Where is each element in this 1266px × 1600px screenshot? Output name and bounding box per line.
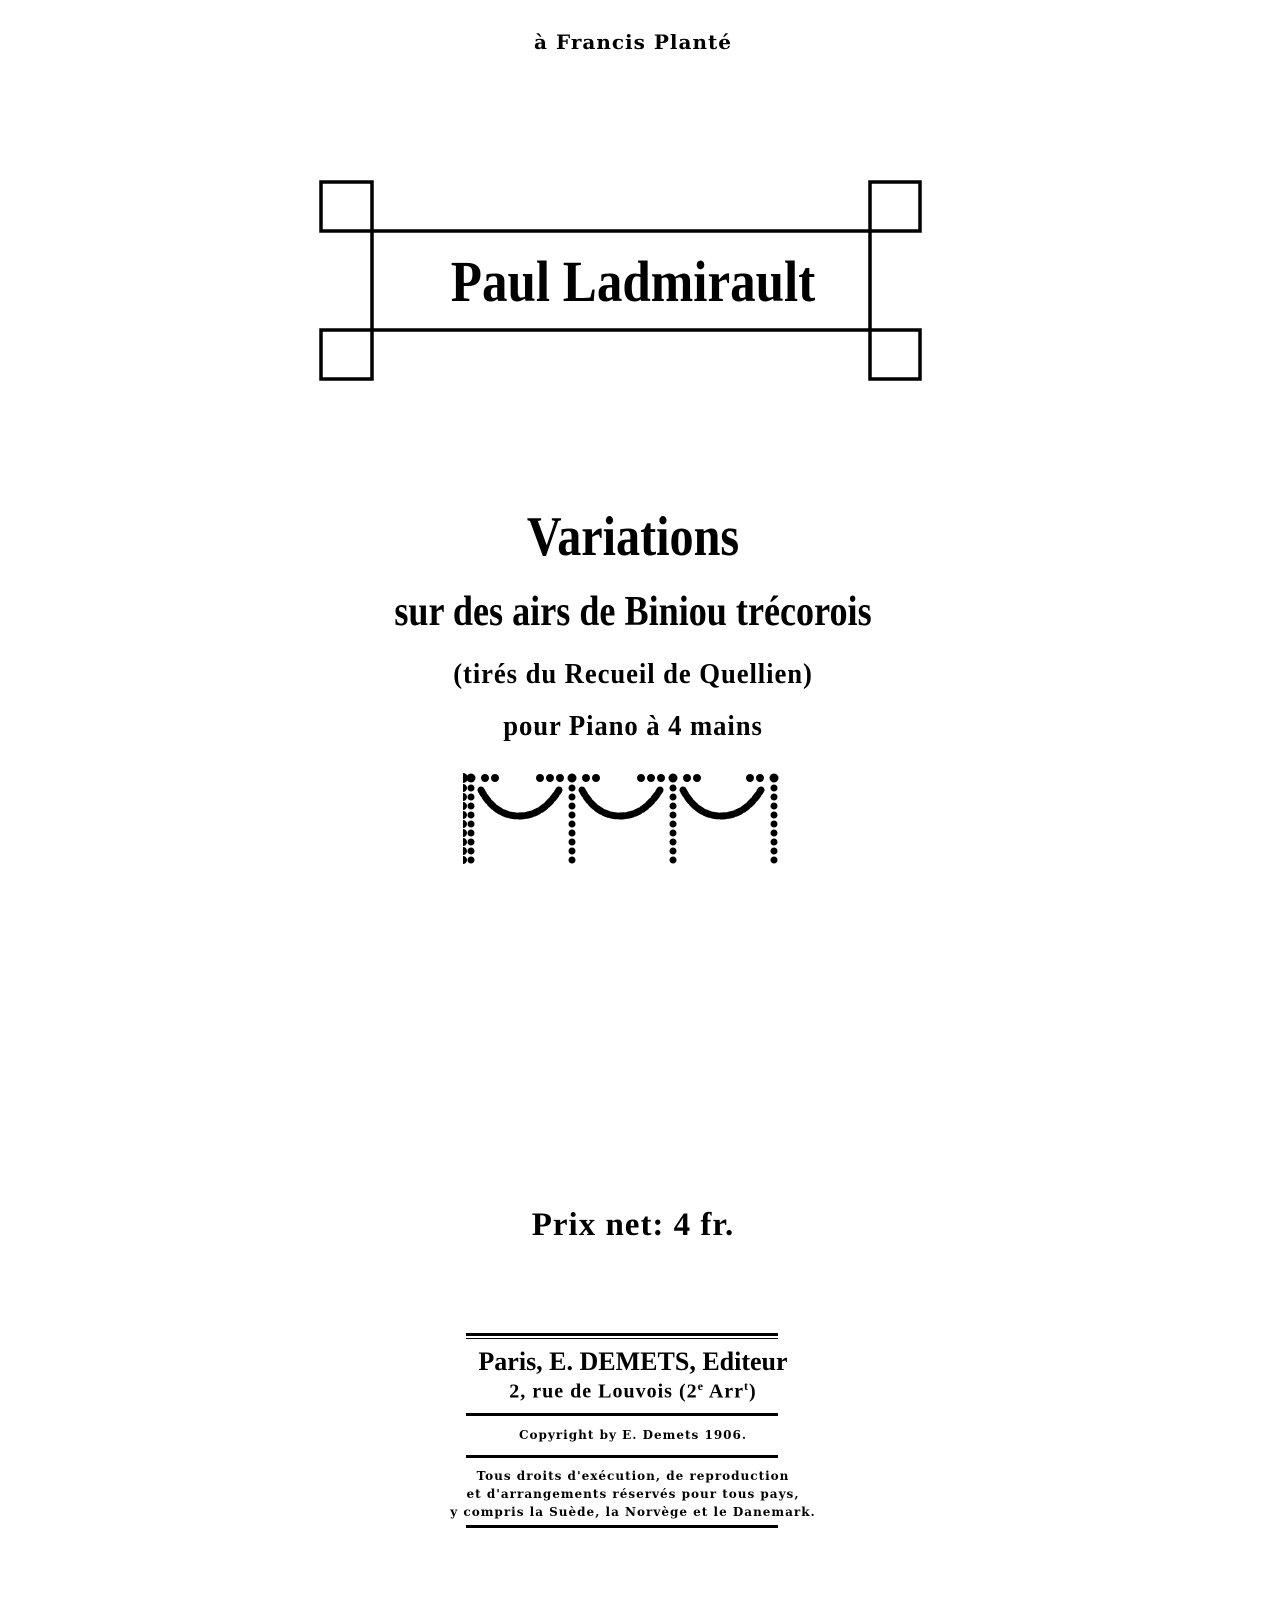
garland-ornament — [463, 772, 783, 868]
rights-line: Tous droits d'exécution, de reproduction — [476, 1469, 790, 1483]
instrumentation: pour Piano à 4 mains — [503, 710, 763, 742]
publisher: Paris, E. DEMETS, Editeur — [478, 1347, 788, 1376]
divider-rule — [466, 1525, 778, 1528]
work-title: Variations — [526, 506, 740, 568]
address-text: 2, rue de Louvois (2 — [509, 1380, 698, 1403]
divider-rule — [466, 1333, 778, 1336]
rights-line: et d'arrangements réservés pour tous pays, — [466, 1487, 800, 1501]
copyright-notice: Copyright by E. Demets 1906. — [518, 1428, 748, 1442]
price: Prix net: 4 fr. — [531, 1207, 735, 1243]
rights-line: y compris la Suède, la Norvège et le Danemark. — [450, 1505, 816, 1519]
composer-name: Paul Ladmirault — [450, 249, 816, 314]
composer-name-frame — [0, 0, 1266, 400]
divider-rule — [466, 1413, 778, 1416]
address-superscript: t — [744, 1379, 750, 1393]
publisher-address — [0, 1379, 1266, 1404]
address-text: ) — [749, 1380, 757, 1403]
source-note: (tirés du Recueil de Quellien) — [453, 658, 813, 690]
work-subtitle: sur des airs de Biniou trécorois — [394, 589, 872, 635]
dedication: à Francis Planté — [534, 30, 732, 54]
address-text: Arr — [703, 1380, 745, 1403]
divider-rule — [466, 1455, 778, 1458]
address-superscript: e — [697, 1379, 704, 1393]
divider-rule — [466, 1338, 778, 1339]
